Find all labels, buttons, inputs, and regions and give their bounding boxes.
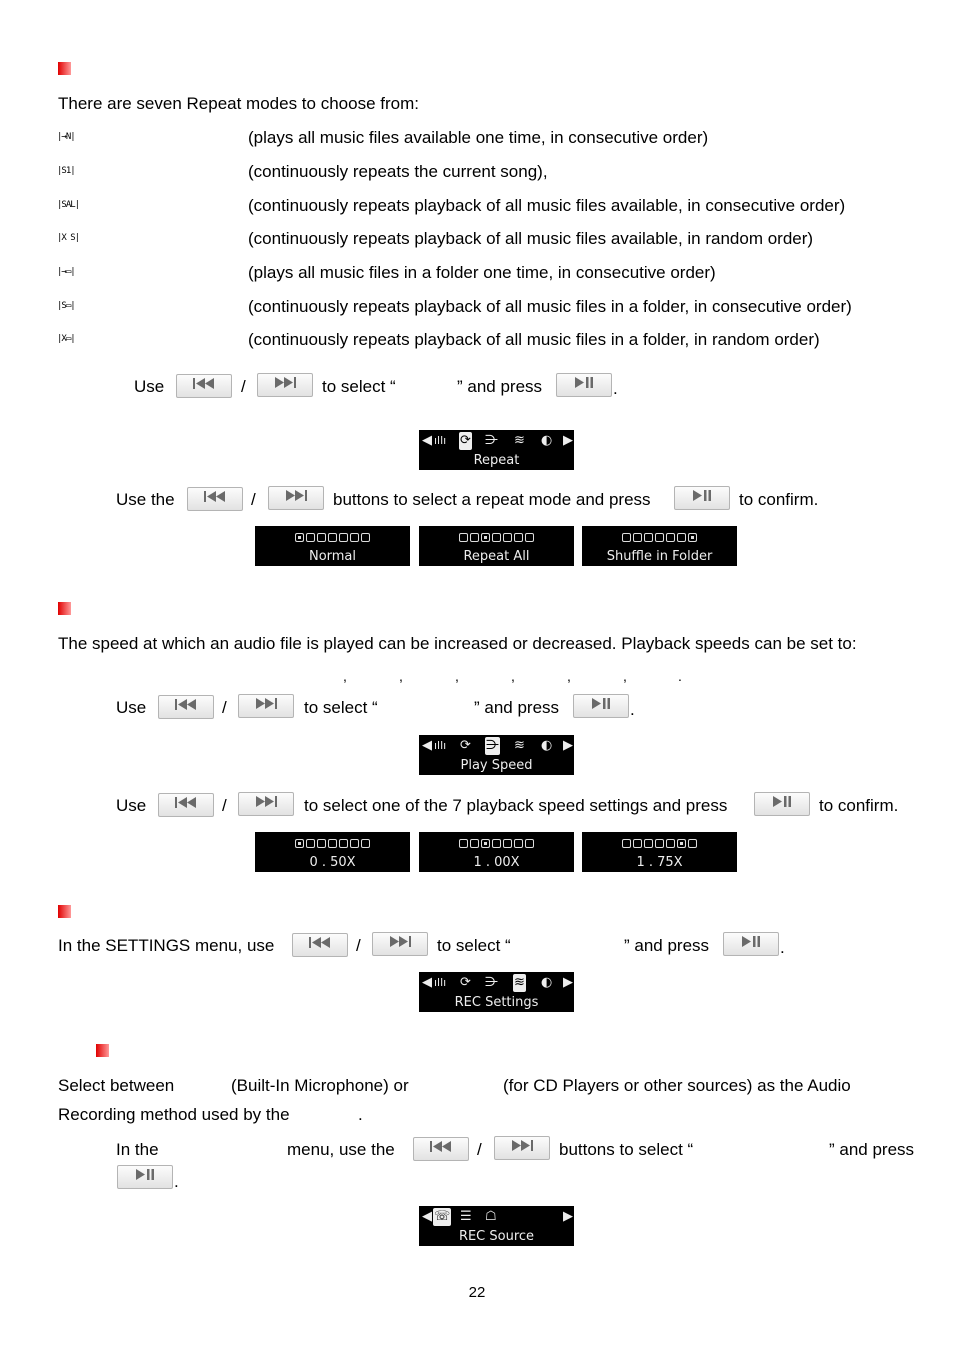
repeat-normal-icon: |→N| [57,132,75,142]
repeat-all-icon: |SAL| [57,200,80,210]
option-dot [339,533,348,542]
play-pause-button[interactable] [556,373,612,397]
repeat-mode-desc: (continuously repeats playback of all music files in a folder, in consecutive order) [248,297,852,316]
para-text: (Built-In Microphone) or [231,1076,409,1095]
screen-label: REC Settings [454,995,539,1010]
play-pause-button[interactable] [117,1165,173,1189]
step-text: to confirm. [739,490,819,509]
option-dot [470,533,479,542]
prev-track-icon [191,377,217,395]
repeat-icon: ⟳ [460,975,471,990]
play-speed-menu-screen [419,735,574,775]
option-dot [306,533,315,542]
step-text: ” and press [829,1140,915,1159]
screen-label: Normal [308,549,357,564]
option-screen [582,526,737,566]
arrow-left-icon: ◀ [422,975,432,990]
option-dot [317,839,326,848]
contrast-icon: ◐ [541,433,553,448]
repeat-mode-desc: (plays all music files available one time, in consecutive order) [248,128,709,147]
repeat-one-icon: |S1| [57,166,75,176]
section-bullet [58,62,71,75]
next-track-icon [253,697,279,715]
play-pause-icon [769,795,795,813]
step-text: ” and press [457,377,543,396]
step-text: In the SETTINGS menu, use [58,936,275,955]
play-pause-icon [738,935,764,953]
option-dot [514,533,523,542]
option-screen [255,832,410,872]
option-dot [328,839,337,848]
para-text: Select between [58,1076,175,1095]
slash: / [222,698,227,717]
step-text: In the [116,1140,159,1159]
prev-track-icon [202,490,228,508]
next-track-icon [272,376,298,394]
step-text: ” and press [474,698,560,717]
option-dot [655,533,664,542]
line-in-icon: ☰ [460,1209,472,1224]
slash: / [356,936,361,955]
option-dot [492,839,501,848]
option-dot [688,533,697,542]
arrow-left-icon: ◀ [422,1209,432,1224]
next-track-icon [253,795,279,813]
next-button[interactable] [372,932,428,956]
speed-intro: The speed at which an audio file is played can be increased or decreased. Playback speeds can be set to: [58,634,857,653]
prev-button[interactable] [158,695,214,719]
speed-separator: , [343,668,347,684]
option-dot [677,839,686,848]
screen-label: REC Source [458,1229,535,1244]
section-bullet [58,905,71,918]
step-text: to confirm. [819,796,899,815]
screen-label: Shuffle in Folder [606,549,713,564]
repeat-menu-screen [419,430,574,470]
speed-separator: , [623,668,627,684]
period: . [174,1172,179,1191]
play-pause-icon [132,1168,158,1186]
subsection-bullet [96,1044,109,1057]
speed-separator: , [399,668,403,684]
option-dot [677,533,686,542]
equalizer-icon: ıllı [434,739,447,752]
screen-label: Play Speed [460,758,533,773]
option-dot [622,533,631,542]
step-text: to select “ [437,936,511,955]
step-text: Use [116,698,147,717]
screen-label: Repeat All [463,549,530,564]
option-dot [503,533,512,542]
option-dot [328,533,337,542]
option-dot [655,839,664,848]
screen-label: Repeat [473,453,520,468]
section-bullet [58,602,71,615]
shuffle-folder-icon: |X▭| [57,334,75,344]
arrow-left-icon: ◀ [422,433,432,448]
prev-button[interactable] [292,933,348,957]
next-button[interactable] [494,1136,550,1160]
step-text: to select one of the 7 playback speed settings and press [304,796,728,815]
option-screen [255,526,410,566]
repeat-folder-icon: |S▭| [57,301,75,311]
option-dot [633,839,642,848]
folder-normal-icon: |→▭| [57,267,75,277]
voice-bitrate-icon: ☖ [485,1209,497,1224]
page-number: 22 [468,1284,486,1301]
equalizer-icon: ıllı [434,434,447,447]
option-dot [361,533,370,542]
step-text: Use [116,796,147,815]
option-dot [622,839,631,848]
option-dot [459,533,468,542]
speed-separator: , [455,668,459,684]
option-dot [470,839,479,848]
rec-settings-icon: ≋ [514,433,525,448]
para-text: . [358,1105,363,1124]
option-dot [361,839,370,848]
option-indicator [295,839,370,848]
option-indicator [295,533,370,542]
option-dot [317,533,326,542]
prev-track-icon [173,698,199,716]
option-dot [492,533,501,542]
play-pause-button[interactable] [754,792,810,816]
step-text: ” and press [624,936,710,955]
equalizer-icon: ıllı [434,976,447,989]
next-track-icon [387,935,413,953]
option-dot [503,839,512,848]
play-pause-icon [689,489,715,507]
period: . [630,700,635,719]
option-dot [525,533,534,542]
option-screen [419,832,574,872]
period: . [780,938,785,957]
contrast-icon: ◐ [541,738,553,753]
step-text: Use the [116,490,175,509]
option-screen [419,526,574,566]
option-indicator [622,839,697,848]
play-pause-icon [588,697,614,715]
step-text: buttons to select a repeat mode and press [333,490,651,509]
prev-track-icon [428,1140,454,1158]
step-text: to select “ [304,698,378,717]
option-dot [295,533,304,542]
option-dot [644,533,653,542]
repeat-icon: ⟳ [460,738,471,753]
screen-label: 1 . 00X [473,855,520,870]
para-text: Recording method used by the [58,1105,290,1124]
speed-icon: ⋺ [485,975,498,990]
slash: / [241,377,246,396]
option-dot [666,533,675,542]
prev-button[interactable] [413,1137,469,1161]
prev-track-icon [307,936,333,954]
next-button[interactable] [238,694,294,718]
arrow-right-icon: ▶ [563,975,573,990]
prev-button[interactable] [176,374,232,398]
period: . [613,379,618,398]
rec-settings-icon: ≋ [514,738,525,753]
screen-label: 1 . 75X [636,855,683,870]
repeat-mode-desc: (continuously repeats playback of all music files available, in consecutive order) [248,196,846,215]
repeat-intro: There are seven Repeat modes to choose from: [58,94,419,113]
play-pause-button[interactable] [674,486,730,510]
option-indicator [622,533,697,542]
rec-settings-icon: ≋ [514,975,525,990]
option-dot [644,839,653,848]
screen-label: 0 . 50X [309,855,356,870]
prev-track-icon [173,796,199,814]
arrow-right-icon: ▶ [563,433,573,448]
step-text: Use [134,377,165,396]
prev-button[interactable] [158,793,214,817]
microphone-icon: ☏ [434,1209,451,1224]
option-dot [459,839,468,848]
speed-separator: , [511,668,515,684]
option-dot [350,533,359,542]
option-dot [688,839,697,848]
next-button[interactable] [257,373,313,397]
rec-source-menu-screen [419,1206,574,1246]
option-dot [481,839,490,848]
slash: / [251,490,256,509]
option-dot [306,839,315,848]
next-track-icon [283,489,309,507]
para-text: (for CD Players or other sources) as the Audio [503,1076,851,1095]
option-dot [350,839,359,848]
arrow-left-icon: ◀ [422,738,432,753]
next-button[interactable] [268,486,324,510]
arrow-right-icon: ▶ [563,738,573,753]
next-button[interactable] [238,792,294,816]
option-dot [525,839,534,848]
next-track-icon [509,1139,535,1157]
rec-settings-menu-screen [419,972,574,1012]
play-pause-icon [571,376,597,394]
slash: / [222,796,227,815]
slash: / [477,1140,482,1159]
shuffle-all-icon: |X S| [57,233,80,243]
option-dot [514,839,523,848]
option-screen [582,832,737,872]
speed-separator: , [567,668,571,684]
step-text: to select “ [322,377,396,396]
speed-separator: . [678,668,682,684]
option-dot [339,839,348,848]
option-dot [666,839,675,848]
speed-icon: ⋺ [486,738,499,753]
arrow-right-icon: ▶ [563,1209,573,1224]
step-text: buttons to select “ [559,1140,694,1159]
option-indicator [459,533,534,542]
play-pause-button[interactable] [573,694,629,718]
option-dot [481,533,490,542]
step-text: menu, use the [287,1140,395,1159]
repeat-mode-desc: (continuously repeats playback of all music files available, in random order) [248,229,814,248]
option-indicator [459,839,534,848]
contrast-icon: ◐ [541,975,553,990]
play-pause-button[interactable] [723,932,779,956]
repeat-mode-desc: (plays all music files in a folder one time, in consecutive order) [248,263,716,282]
repeat-mode-desc: (continuously repeats the current song), [248,162,548,181]
repeat-mode-desc: (continuously repeats playback of all music files in a folder, in random order) [248,330,820,349]
option-dot [633,533,642,542]
option-dot [295,839,304,848]
prev-button[interactable] [187,487,243,511]
speed-icon: ⋺ [485,433,498,448]
repeat-icon: ⟳ [460,433,471,448]
